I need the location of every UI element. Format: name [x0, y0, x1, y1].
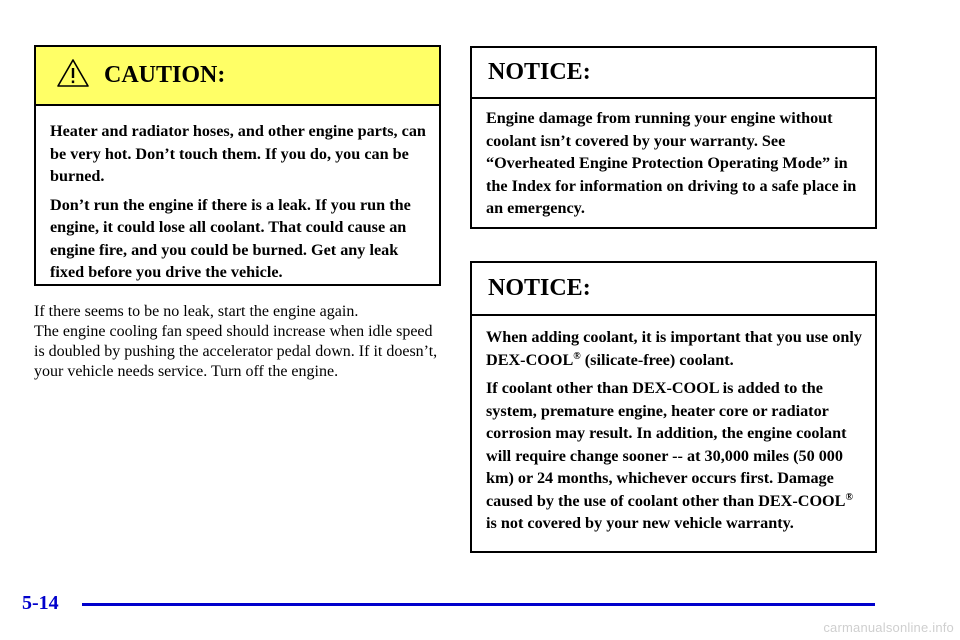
- caution-body: [36, 106, 439, 284]
- caution-title: CAUTION:: [104, 62, 226, 88]
- notice-2-p2-text: If coolant other than DEX-COOL is added to the system, premature engine, heater core or radiator corrosion may result. In addition, the engine coolant will require change sooner -- at 30,000 miles (50 000 km) or 24 months, whichever occurs first. Damage caused by the use of coolant other than DEX-COOL: [486, 379, 847, 510]
- watermark: carmanualsonline.info: [823, 620, 954, 635]
- page-number: 5-14: [22, 592, 59, 614]
- notice-box-engine-damage: [470, 46, 877, 229]
- registered-mark: ®: [845, 491, 853, 503]
- notice-box-coolant: [470, 261, 877, 553]
- registered-mark: ®: [573, 350, 581, 362]
- footer-rule: [82, 603, 875, 606]
- notice-1-paragraph: Engine damage from running your engine without coolant isn’t covered by your warranty. See “Overheated Engine Protection Operating Mode” in the Index for information on driving to a safe place in an emergency.: [486, 109, 857, 217]
- notice-2-paragraph-2: [486, 377, 867, 535]
- caution-paragraph-2: Don’t run the engine if there is a leak. If you run the engine, it could lose all coolant. That could cause an engine fire, and you could be burned. Get any leak fixed before you drive the vehicle.: [50, 195, 411, 281]
- notice-2-p1-tail: (silicate-free) coolant.: [580, 350, 734, 369]
- body-paragraph: [34, 302, 444, 382]
- notice-title-1: NOTICE:: [488, 59, 591, 85]
- notice-2-paragraph-1: [486, 326, 867, 371]
- notice-2-p2-tail: is not covered by your new vehicle warranty.: [486, 514, 794, 532]
- warning-triangle-icon: [56, 58, 90, 88]
- caution-header: [36, 47, 439, 106]
- body-line-2: The engine cooling fan speed should increase when idle speed is doubled by pushing the accelerator pedal down. If it doesn’t, your vehicle needs service. Turn off the engine.: [34, 323, 438, 380]
- body-line-1: If there seems to be no leak, start the engine again.: [34, 303, 359, 320]
- notice-header-2: [472, 263, 875, 316]
- notice-2-p1-text: When adding coolant, it is important that you use only DEX-COOL: [486, 328, 862, 369]
- notice-header-1: [472, 48, 875, 99]
- notice-title-2: NOTICE:: [488, 275, 591, 301]
- notice-body-1: [472, 99, 875, 220]
- caution-box: [34, 45, 441, 286]
- notice-body-2: [472, 316, 875, 535]
- caution-paragraph-1: Heater and radiator hoses, and other engine parts, can be very hot. Don’t touch them. If you do, you can be burned.: [50, 122, 426, 185]
